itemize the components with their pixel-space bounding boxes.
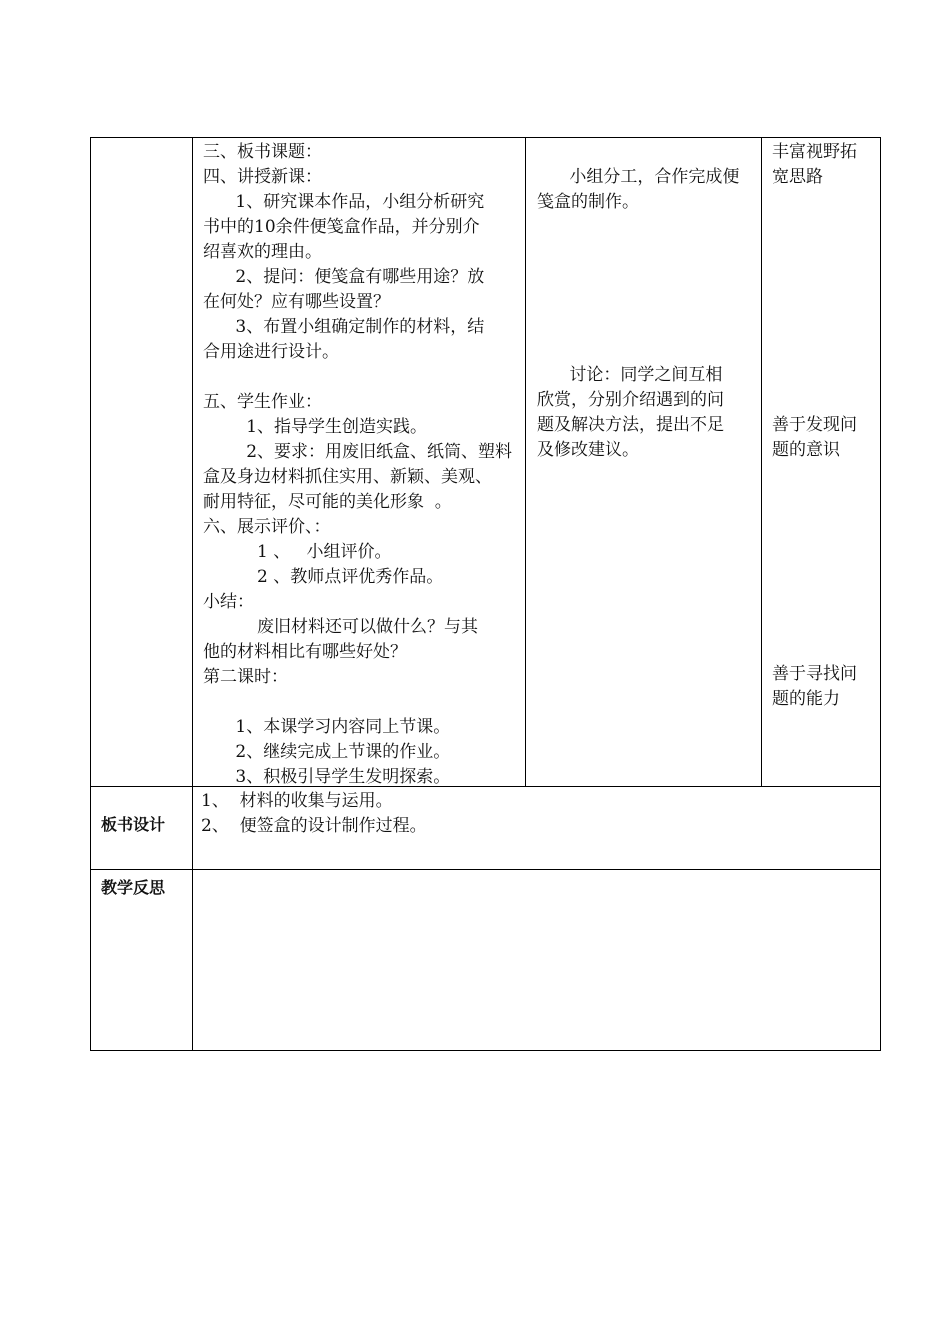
lesson-line: 书中的10余件便笺盒作品，并分别介	[203, 217, 480, 237]
lesson-line: 3、积极引导学生发明探索。	[203, 767, 451, 787]
reflection-content	[201, 878, 871, 1038]
student-line: 题及解决方法，提出不足	[537, 415, 724, 435]
lesson-line: 2 、教师点评优秀作品。	[203, 567, 444, 587]
lesson-line: 2、要求：用废旧纸盒、纸筒、塑料	[203, 442, 513, 462]
intent-line: 善于寻找问	[772, 664, 857, 684]
student-activity-group-work	[537, 165, 759, 215]
lesson-line: 2、继续完成上节课的作业。	[203, 742, 451, 762]
student-line: 笺盒的制作。	[537, 192, 639, 212]
student-line: 讨论：同学之间互相	[537, 365, 723, 385]
lesson-plan-table	[90, 137, 881, 1051]
intent-line: 善于发现问	[772, 415, 857, 435]
intent-line: 题的能力	[772, 689, 840, 709]
lesson-line: 废旧材料还可以做什么？与其	[203, 617, 479, 637]
board-design-label: 板书设计	[101, 815, 166, 834]
student-line: 及修改建议。	[537, 440, 639, 460]
student-line: 小组分工，合作完成便	[537, 167, 740, 187]
board-design-content	[201, 789, 871, 839]
intent-line: 宽思路	[772, 167, 823, 187]
design-intent-1	[772, 140, 880, 190]
lesson-line: 1 、 小组评价。	[203, 542, 392, 562]
lesson-line: 1、指导学生创造实践。	[203, 417, 428, 437]
table-col-divider	[761, 138, 762, 786]
lesson-line: 五、学生作业：	[203, 392, 322, 412]
lesson-line: 小结：	[203, 592, 254, 612]
table-col-divider	[192, 138, 193, 1050]
reflection-label: 教学反思	[101, 878, 166, 897]
design-intent-3	[772, 662, 880, 712]
lesson-line: 他的材料相比有哪些好处？	[203, 642, 407, 662]
lesson-line: 六、展示评价、：	[203, 517, 331, 537]
table-col-divider	[525, 138, 526, 786]
table-row-divider	[91, 869, 880, 870]
blank-line	[203, 365, 525, 390]
student-activity-discussion	[537, 363, 759, 463]
lesson-line: 合用途进行设计。	[203, 342, 339, 362]
student-line: 欣赏，分别介绍遇到的问	[537, 390, 724, 410]
board-design-line: 1、 材料的收集与运用。	[201, 791, 393, 811]
lesson-line: 四、讲授新课：	[203, 167, 322, 187]
lesson-line: 三、板书课题：	[203, 142, 322, 162]
lesson-line: 3、布置小组确定制作的材料，结	[203, 317, 485, 337]
intent-line: 题的意识	[772, 440, 840, 460]
board-design-line: 2、 便签盒的设计制作过程。	[201, 816, 427, 836]
blank-line	[203, 690, 525, 715]
lesson-line: 1、研究课本作品，小组分析研究	[203, 192, 485, 212]
lesson-line: 盒及身边材料抓住实用、新颖、美观、	[203, 467, 492, 487]
lesson-line: 绍喜欢的理由。	[203, 242, 322, 262]
lesson-line: 2、提问：便笺盒有哪些用途？放	[203, 267, 485, 287]
design-intent-2	[772, 413, 880, 463]
lesson-line: 1、本课学习内容同上节课。	[203, 717, 451, 737]
lesson-content-cell	[203, 140, 525, 790]
lesson-line: 耐用特征，尽可能的美化形象 。	[203, 492, 452, 512]
lesson-line: 在何处？应有哪些设置？	[203, 292, 390, 312]
intent-line: 丰富视野拓	[772, 142, 857, 162]
lesson-line: 第二课时：	[203, 667, 288, 687]
